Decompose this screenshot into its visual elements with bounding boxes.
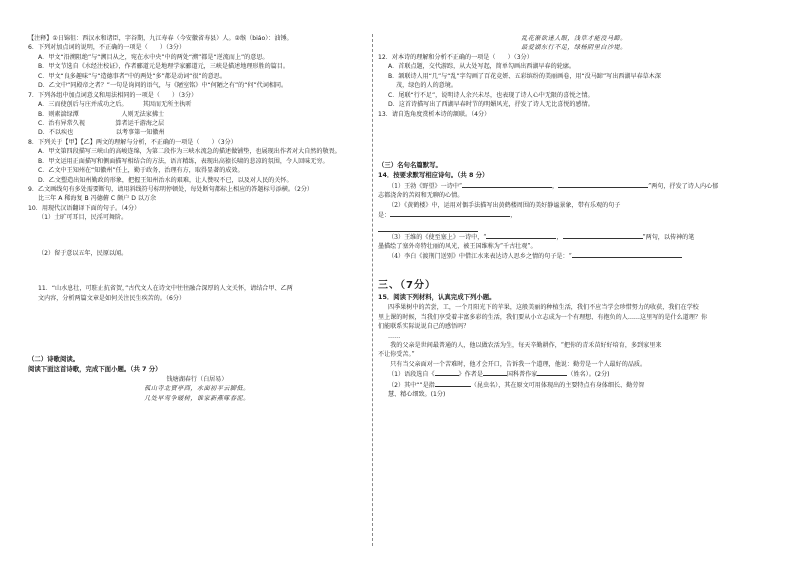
question-12-option-b: B．颔联诗人用“几”与“乱”字勾画了百花竞妍、五彩缤纷的美丽画卷，用“没马蹄”写出西湖早春草木深: [388, 72, 661, 80]
question-12-option-c: C．尾联“行不足”，说明诗人余兴未尽，也表现了诗人心中无限的喜悦之情。: [388, 91, 594, 99]
q15-1-suffix: （姓名）。(2分): [567, 371, 610, 379]
passage-ellipsis: ……: [388, 332, 401, 340]
q14-2-prefix: 是：: [378, 212, 391, 220]
passage-para-2-line-1: 我的父亲是世间最普通的人，他以做农活为生，每天辛勤耕作，“把你的青禾苗好好培育，多到家里来: [378, 342, 662, 350]
q15-1-prefix: （1）语段选自《: [388, 371, 435, 379]
answer-space[interactable]: [28, 329, 366, 355]
fill-blank[interactable]: [558, 181, 648, 188]
question-7-row-b: [28, 110, 366, 119]
q14-1-suffix: ”两句，抒发了诗人内心郁: [648, 182, 719, 190]
question-11-line-2: 文内容，分析两篇文章是如何关注民生疾苦的。（6分）: [38, 294, 186, 302]
question-6-option-b: B．甲文节选自《水经注校证》，作者郦道元是地理学家郦道元，三峡是描述地理形胜的篇目。: [38, 63, 289, 71]
answer-space[interactable]: [28, 258, 366, 284]
poem-line-4: 最爱湖东行不足，绿杨阴里白沙堤。: [521, 44, 627, 52]
q7-b-right: 人则无法家拂士: [121, 110, 165, 118]
question-8-option-a: A．甲文第四段描写三峡山的高峻连绵，为第二段作为三峡水流急的描述做铺垫，也展现出作者对大自然的敬畏。: [38, 148, 341, 156]
answer-space[interactable]: [378, 119, 770, 145]
section-recitation-heading: （三）名句名篇默写。: [378, 160, 442, 169]
question-13-stem: 13．请自选角度赏析本诗的颔联。（4分）: [378, 110, 491, 118]
question-14-item-2-answer: [378, 210, 770, 220]
fill-blank[interactable]: [435, 380, 471, 387]
fill-blank[interactable]: [537, 369, 567, 376]
q7-c-left: C．治有异常久视: [38, 119, 85, 127]
section-poetry-intro: 阅读下面这首诗歌，完成下面小题。（共 7 分）: [28, 364, 162, 373]
fill-blank[interactable]: [572, 251, 682, 258]
passage-para-1-line-3: 们能联系实际说说自己的感悟吗？: [378, 323, 470, 331]
passage-para-2-line-2: 不让你受苦。”: [378, 351, 415, 359]
section-poetry-heading: （二）诗歌阅读。: [28, 355, 80, 364]
passage-para-1-line-2: 里上课的时候，当我们享受着丰富多彩的生活，我们要从小立志成为一个有理想、有抱负的人……这里写的是什么道理？你: [378, 313, 708, 321]
poem-title: 钱塘湖春行（白居易）: [166, 375, 228, 383]
question-6-option-c: C．甲文“良多趣味”与“造德事者”中的两处“多”都是动词“很”的意思。: [38, 72, 226, 80]
fill-blank[interactable]: [563, 232, 643, 239]
question-12-option-b-cont: 茂，绿色的人的意境。: [388, 82, 457, 90]
fill-blank[interactable]: [390, 210, 510, 217]
question-14-item-2: （2）《黄鹤楼》中，运用对偶手法描写出黄鹤楼周围的美好静谧景象，带有乐观的句子: [388, 201, 621, 209]
question-12-option-a: A．首联点题，交代游踪，从大处写起，简单勾画出西湖早春的轮廓。: [388, 63, 575, 71]
question-10-sentence-2: （2）留于意以五年，民原以闻。: [38, 249, 128, 257]
q7-d-left: D．不以疾也: [38, 129, 74, 137]
q15-2-mid: ”是指: [419, 381, 435, 389]
q14-3-sep: ，: [556, 233, 563, 241]
question-9-stem: 9．乙文画线句有多处需要断句，请用斜线符号标明停顿处，每处断句都标上相应的答题标号添横。（2分）: [28, 186, 314, 193]
poem-line-2: 几处早莺争暖树，谁家新燕啄春泥。: [144, 394, 250, 402]
question-12-option-d: D．这首诗描写出了西湖早春时节的明媚风光，抒发了诗人无比喜悦的感情。: [388, 101, 594, 109]
question-6-option-a: A．甲文“沿溯阻绝”与“溯目从之，宛在水中央”中的两处“溯”都是“逆流而上”的意思。: [38, 53, 269, 61]
q7-a-right: 其因而无所主执听: [142, 101, 192, 109]
question-15-stem: 15．阅读下列材料，认真完成下列小题。: [378, 293, 496, 302]
fill-blank[interactable]: [483, 369, 507, 376]
question-14-stem: 14．按要求默写相应诗句。（共 8 分）: [378, 170, 489, 179]
binding-margin: [8, 34, 18, 544]
poem-line-1: 孤山寺北贾亭西，水面初平云脚低。: [144, 385, 250, 393]
q7-b-left: B．则素湍绿潭: [38, 110, 79, 118]
question-6-stem: 6．下列对加点词的说明，不正确的一项是（ ）（3分）: [28, 44, 186, 52]
annotation-note: 【注释】①日锦徂：西汉永和诸臣，字谷期，九江寿春（今安徽省寿县）人。②缑（biáo）：油锤。: [28, 35, 293, 42]
q14-3-suffix: ”两句，以传神的笔: [642, 233, 695, 241]
q14-3-prefix: （3）王维的《使至塞上》一诗中，“: [388, 233, 487, 241]
q15-2-suffix: （昆虫名），其在原文可用体现出的主要特点有身体细长、勤劳智: [470, 381, 645, 389]
q14-4-prefix: （4）李白《渡荆门送别》中借江水来表达诗人思乡之情的句子是：“: [388, 253, 572, 261]
question-11-line-1: 11．“山水息壮，可駐止抗省贺，”古代文人在诗文中往往融合深厚的人文关怀，请结合甲、乙两: [38, 285, 293, 293]
question-14-item-1-cont: 志都浇舍的苦闷和无聊的心情。: [378, 192, 464, 200]
question-8-option-c: C．乙文中王知州在“知徽州”任上，勤于政务，治理有方，取得显著的成效。: [38, 167, 244, 175]
question-8-option-b: B．甲文运用正面描写和侧面描写相结合的方法，语言精练，表现出高猿长啸的悲凉的氛围，令人回味无穷。: [38, 157, 329, 165]
q14-2-sep: ，: [510, 212, 517, 220]
question-10-sentence-1: （1）土旷可耳目，民淫可舞阶。: [38, 214, 128, 222]
q15-1-mid: 》作者是: [458, 371, 483, 379]
question-14-item-3-cont: 墨描绘了塞外奇特壮丽的风光，被王国维称为“千古壮观”。: [378, 242, 537, 250]
column-divider: [372, 34, 373, 546]
question-7-row-c: [28, 119, 366, 128]
question-15-item-2: [378, 380, 770, 390]
q14-1-prefix: （1）王勃《野望》一诗中“: [388, 182, 463, 190]
fill-blank[interactable]: [486, 232, 556, 239]
question-7-row-a: [28, 100, 366, 109]
q7-a-left: A．三而使创后与庄并成功之后。: [38, 101, 125, 109]
fill-blank[interactable]: [435, 369, 459, 376]
passage-para-1-line-1: 四季果树中的苦尝，工，一个月阳光下的苹果，这般美丽的种植生活，我们不应当学会珍惜努力的收获，我们在学校: [388, 304, 699, 312]
answer-space[interactable]: [378, 262, 770, 278]
question-15-item-2-cont: 慧、精心细致。(1分): [388, 391, 446, 399]
question-10-stem: 10．用现代汉语翻译下面的句子。（4分）: [28, 204, 141, 212]
answer-space[interactable]: [28, 223, 366, 249]
fill-blank-line[interactable]: [378, 224, 478, 232]
question-8-option-d: D．乙文塑造出知州勤政的形象，把握王知州治水的艰难，让人赞叹不已，以及对人民的关怀。: [38, 176, 293, 184]
q14-1-sep: ，: [552, 182, 559, 190]
answer-space[interactable]: [378, 145, 770, 161]
left-column: [28, 34, 366, 403]
q15-1-mid2: 国科普作家: [506, 371, 538, 379]
section-three-heading: 三、（7分）: [378, 279, 436, 291]
q7-c-right: 算者运千游海之层: [115, 119, 165, 127]
question-8-stem: 8．下列关于【甲】【乙】两文的理解与分析，不正确的一项是（ ）（3分）: [28, 138, 237, 146]
question-15-item-1: [378, 369, 770, 379]
question-9-sentence: 比三年 A 稀海复 B 冯德俯 C 颇户 D 以万余: [38, 195, 157, 203]
passage-para-3: 只有当父亲面对一个苦难时，他才会开口，告诉我一个道理，他说：勤劳是一个人最好的品质。: [378, 360, 647, 368]
question-12-stem: 12．对本诗的理解和分析不正确的一项是（ ）（3分）: [378, 53, 533, 61]
q15-2-prefix: （2）其中“: [388, 381, 420, 389]
q7-d-right: 以考事第一知徽州: [115, 129, 165, 137]
question-14-item-1: [378, 181, 770, 191]
question-14-item-4: [378, 251, 770, 261]
fill-blank[interactable]: [462, 181, 552, 188]
right-column: [378, 34, 770, 400]
question-6-option-d: D．乙文中“同殿帝之者？”一句是询问的语气，与《陋室铭》中“何陋之有”的“何”代词相同。: [38, 82, 288, 90]
poem-line-3: 乱花渐欲迷人眼，浅草才能没马蹄。: [521, 35, 627, 42]
answer-space[interactable]: [28, 303, 366, 329]
question-14-item-3: [378, 232, 770, 242]
question-7-row-d: [28, 128, 366, 137]
question-7-stem: 7．下列各组中加点词意义和用法相同的一项是（ ）（3分）: [28, 91, 198, 99]
